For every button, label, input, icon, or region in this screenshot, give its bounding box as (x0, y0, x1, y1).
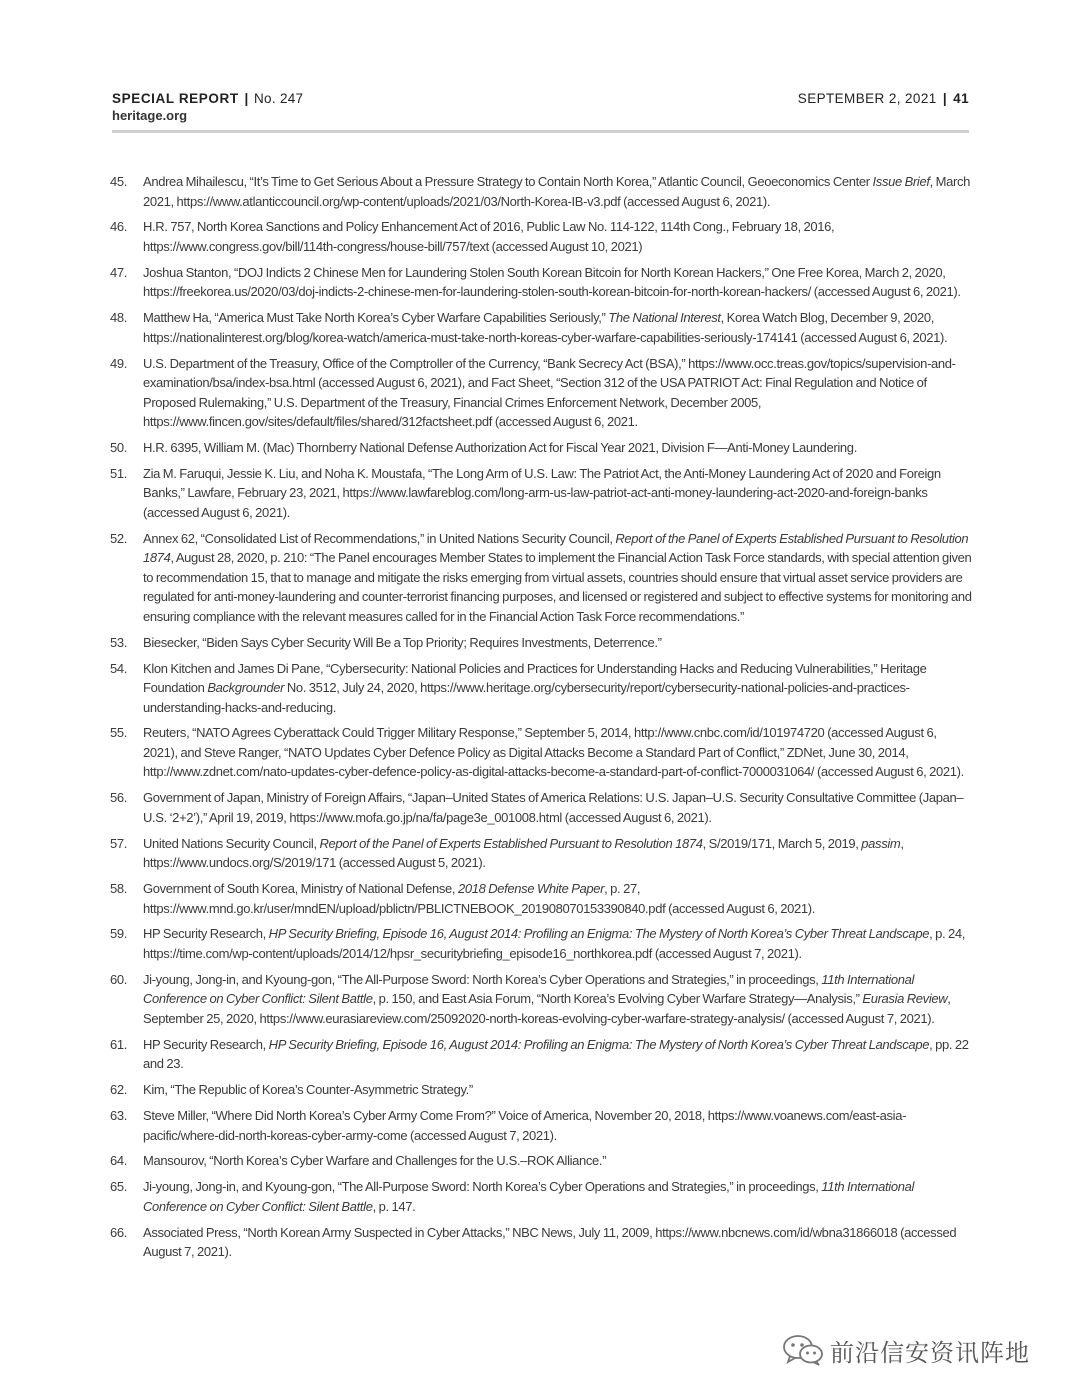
report-identity (112, 90, 303, 124)
endnote-text: , pp. 22 and 23. (143, 1036, 969, 1072)
endnote-number: 56. (110, 790, 128, 806)
endnote-text: , S/2019/171, March 5, 2019, (702, 835, 862, 851)
endnote (110, 659, 972, 718)
endnote-title-italic: Report of the Panel of Experts Established Pursuant to Resolution 1874 (319, 835, 703, 851)
endnote (110, 438, 972, 458)
endnote-number: 65. (110, 1179, 128, 1195)
endnote-text: , p. 147. (372, 1198, 416, 1214)
endnote-text: Zia M. Faruqui, Jessie K. Liu, and Noha K. Moustafa, “The Long Arm of U.S. Law: The Patriot Act, the Anti-Money Laundering Act of 2020 and Foreign Banks,” Lawfare, February 23, 2021, https://www.lawfareblog.com/long-arm-us-law-patriot-act-anti-money-laundering-act-2020-and-foreign-banks (accessed August 6, 2021). (143, 465, 941, 520)
endnote-text: Joshua Stanton, “DOJ Indicts 2 Chinese Men for Laundering Stolen South Korean Bitcoin for North Korean Hackers,” One Free Korea, March 2, 2020, https://freekorea.us/2020/03/doj-indicts-2-chinese-men-for-laundering-stolen-south-korean-bitcoin-for-north-korean-hackers/ (accessed August 6, 2021). (143, 264, 961, 300)
endnote-number: 48. (110, 310, 128, 326)
endnote-text: Ji-young, Jong-in, and Kyoung-gon, “The All-Purpose Sword: North Korea’s Cyber Operations and Strategies,” in proceedings, (143, 1179, 822, 1195)
page-header (112, 88, 969, 133)
endnote (110, 217, 972, 256)
endnote-text: Steve Miller, “Where Did North Korea’s Cyber Army Come From?” Voice of America, November 20, 2018, https://www.voanews.com/east-asia-pacific/where-did-north-koreas-cyber-army-come (accessed August 7, 2021). (143, 1108, 907, 1143)
endnote (110, 879, 972, 918)
endnote-text: U.S. Department of the Treasury, Office of the Comptroller of the Currency, “Bank Secrecy Act (BSA),” https://www.occ.treas.gov/topics/supervision-and-examination/bsa/index-bsa.html (accessed August 6, 2021), and Fact Sheet, “Section 312 of the USA PATRIOT Act: Final Regulation and Notice of Proposed Rulemaking,” U.S. Department of the Treasury, Financial Crimes Enforcement Network, December 2005, https://www.fincen.gov/sites/default/files/shared/312factsheet.pdf (accessed August 6, 2021. (143, 355, 956, 430)
endnote-number: 52. (110, 530, 128, 546)
endnote-title-italic: HP Security Briefing, Episode 16, August 2014: Profiling an Enigma: The Mystery of North Korea’s Cyber Threat Landscape (268, 1036, 930, 1052)
endnote-number: 49. (110, 355, 128, 371)
header-separator: | (244, 91, 249, 106)
endnote-number: 45. (110, 174, 128, 189)
watermark-text: 前沿信安资讯阵地 (830, 1338, 1030, 1367)
endnote (110, 633, 972, 653)
endnote (110, 529, 972, 627)
endnote (110, 1151, 972, 1171)
endnote-text: Matthew Ha, “America Must Take North Korea’s Cyber Warfare Capabilities Seriously,” (143, 310, 609, 326)
endnote-text: Government of South Korea, Ministry of National Defense, (143, 881, 458, 897)
endnote-text: , p. 150, and East Asia Forum, “North Korea’s Evolving Cyber Warfare Strategy—Analysis,” (372, 991, 863, 1007)
endnote-number: 47. (110, 264, 128, 280)
endnote-title-italic: Eurasia Review (862, 991, 948, 1007)
endnote (110, 1177, 972, 1216)
wechat-icon (782, 1334, 824, 1366)
endnote-number: 63. (110, 1108, 128, 1124)
endnote-text: , Korea Watch Blog, December 9, 2020, https://nationalinterest.org/blog/korea-watch/america-must-take-north-koreas-cyber-warfare-capabilities-seriously-174141 (accessed August 6, 2021). (143, 310, 948, 345)
endnote-text: Reuters, “NATO Agrees Cyberattack Could Trigger Military Response,” September 5, 2014, http://www.cnbc.com/id/101974720 (accessed August 6, 2021), and Steve Ranger, “NATO Updates Cyber Defence Policy as Digital Attacks Become a Standard Part of Conflict,” ZDNet, June 30, 2014, http://www.zdnet.com/nato-updates-cyber-defence-policy-as-digital-attacks-become-a-standard-part-of-conflict-7000031064/ (accessed August 6, 2021). (143, 725, 964, 780)
endnote-number: 57. (110, 835, 128, 851)
endnote (110, 1223, 972, 1262)
endnote-text: , p. 24, https://time.com/wp-content/uploads/2014/12/hpsr_securitybriefing_episode16_northkorea.pdf (accessed August 7, 2021). (143, 926, 966, 961)
endnote (110, 263, 972, 302)
endnote-number: 64. (110, 1153, 128, 1169)
endnote-text: , March 2021, https://www.atlanticcouncil.org/wp-content/uploads/2021/03/North-Korea-IB-v3.pdf (accessed August 6, 2021). (143, 174, 971, 209)
endnote-number: 51. (110, 465, 128, 481)
endnote (110, 924, 972, 963)
watermark (782, 1332, 1030, 1368)
endnote-text: Biesecker, “Biden Says Cyber Security Will Be a Top Priority; Requires Investments, Deterrence.” (143, 634, 662, 650)
endnote-number: 66. (110, 1224, 128, 1240)
date-page (798, 90, 969, 107)
endnote (110, 1080, 972, 1100)
endnote-title-italic: Backgrounder (207, 680, 285, 696)
endnote-title-italic: 11th International Conference on Cyber Conflict: Silent Battle (143, 1179, 915, 1214)
endnote (110, 788, 972, 827)
endnote (110, 834, 972, 873)
endnote (110, 1035, 972, 1074)
endnote-number: 59. (110, 926, 128, 942)
endnote-title-italic: passim (861, 835, 901, 851)
report-number: No. 247 (253, 91, 304, 106)
endnote (110, 1106, 972, 1145)
endnote-text: H.R. 6395, William M. (Mac) Thornberry National Defense Authorization Act for Fiscal Year 2021, Division F—Anti-Money Laundering. (143, 439, 857, 455)
endnote-text: , https://www.undocs.org/S/2019/171 (accessed August 5, 2021). (143, 835, 904, 871)
endnotes-list (110, 172, 972, 1268)
endnote-number: 62. (110, 1082, 128, 1098)
endnote-number: 46. (110, 219, 128, 235)
endnote (110, 308, 972, 347)
endnote-number: 53. (110, 634, 128, 650)
endnote-number: 54. (110, 660, 128, 676)
endnote-title-italic: Report of the Panel of Experts Established Pursuant to Resolution 1874 (143, 530, 969, 566)
page-number: 41 (953, 91, 969, 106)
endnote-number: 55. (110, 725, 128, 741)
endnote-text: Government of Japan, Ministry of Foreign Affairs, “Japan–United States of America Relations: U.S. Japan–U.S. Security Consultative Committee (Japan–U.S. ‘2+2’),” April 19, 2019, https://www.mofa.go.jp/na/fa/page3e_001008.html (accessed August 6, 2021). (143, 790, 964, 825)
endnote-text: Associated Press, “North Korean Army Suspected in Cyber Attacks,” NBC News, July 11, 2009, https://www.nbcnews.com/id/wbna31866018 (accessed August 7, 2021). (143, 1224, 957, 1260)
endnote-title-italic: 11th International Conference on Cyber Conflict: Silent Battle (143, 971, 915, 1007)
endnote-text: Andrea Mihailescu, “It’s Time to Get Serious About a Pressure Strategy to Contain North Korea,” Atlantic Council, Geoeconomics Center (143, 174, 873, 189)
endnote-text: , September 25, 2020, https://www.eurasiareview.com/25092020-north-koreas-evolving-cyber-warfare-strategy-analysis/ (accessed August 7, 2021). (143, 991, 951, 1026)
endnote-text: Mansourov, “North Korea’s Cyber Warfare and Challenges for the U.S.–ROK Alliance.” (143, 1153, 607, 1169)
endnote-text: HP Security Research, (143, 1036, 269, 1052)
header-separator: | (942, 91, 948, 106)
endnote (110, 723, 972, 782)
endnote-number: 58. (110, 881, 128, 897)
endnote-text: Ji-young, Jong-in, and Kyoung-gon, “The All-Purpose Sword: North Korea’s Cyber Operations and Strategies,” in proceedings, (143, 971, 822, 987)
endnote (110, 172, 972, 211)
endnote (110, 464, 972, 523)
endnote-text: Klon Kitchen and James Di Pane, “Cybersecurity: National Policies and Practices for Understanding Hacks and Reducing Vulnerabilities,” Heritage Foundation (143, 660, 927, 696)
endnote-number: 50. (110, 439, 128, 455)
site-link[interactable]: heritage.org (112, 108, 188, 123)
endnote-text: HP Security Research, (143, 926, 269, 942)
endnote-number: 61. (110, 1036, 128, 1052)
endnote (110, 970, 972, 1029)
endnote-title-italic: HP Security Briefing, Episode 16, August 2014: Profiling an Enigma: The Mystery of North Korea’s Cyber Threat Landscape (268, 926, 930, 942)
endnote (110, 354, 972, 432)
endnote-text: Kim, “The Republic of Korea’s Counter-Asymmetric Strategy.” (143, 1082, 473, 1098)
endnote-text: No. 3512, July 24, 2020, https://www.heritage.org/cybersecurity/report/cybersecurity-national-policies-and-practices-understanding-hacks-and-reducing. (143, 680, 910, 715)
endnote-number: 60. (110, 971, 128, 987)
endnote-text: Annex 62, “Consolidated List of Recommendations,” in United Nations Security Council, (143, 530, 616, 546)
endnote-title-italic: The National Interest (608, 310, 721, 326)
report-type: SPECIAL REPORT (112, 91, 239, 106)
endnote-title-italic: Issue Brief (872, 174, 930, 189)
endnote-text: , p. 27, https://www.mnd.go.kr/user/mndEN/upload/pblictn/PBLICTNEBOOK_201908070153390840.pdf (accessed August 6, 2021). (143, 881, 816, 916)
report-date: SEPTEMBER 2, 2021 (797, 91, 937, 106)
endnote-text: United Nations Security Council, (143, 835, 320, 851)
endnote-title-italic: 2018 Defense White Paper (457, 881, 605, 897)
endnote-text: H.R. 757, North Korea Sanctions and Policy Enhancement Act of 2016, Public Law No. 114-122, 114th Cong., February 18, 2016, https://www.congress.gov/bill/114th-congress/house-bill/757/text (accessed August 10, 2021) (143, 219, 835, 254)
endnote-text: , August 28, 2020, p. 210: “The Panel encourages Member States to implement the Financial Action Task Force standards, with special attention given to recommendation 15, that to manage and mitigate the risks emerging from virtual assets, countries should ensure that virtual asset service providers are regulated for anti-money-laundering and counter-terrorist financing purposes, and licensed or registered and subject to effective systems for monitoring and ensuring compliance with the relevant measures called for in the Financial Action Task Force recommendations.” (143, 550, 972, 624)
